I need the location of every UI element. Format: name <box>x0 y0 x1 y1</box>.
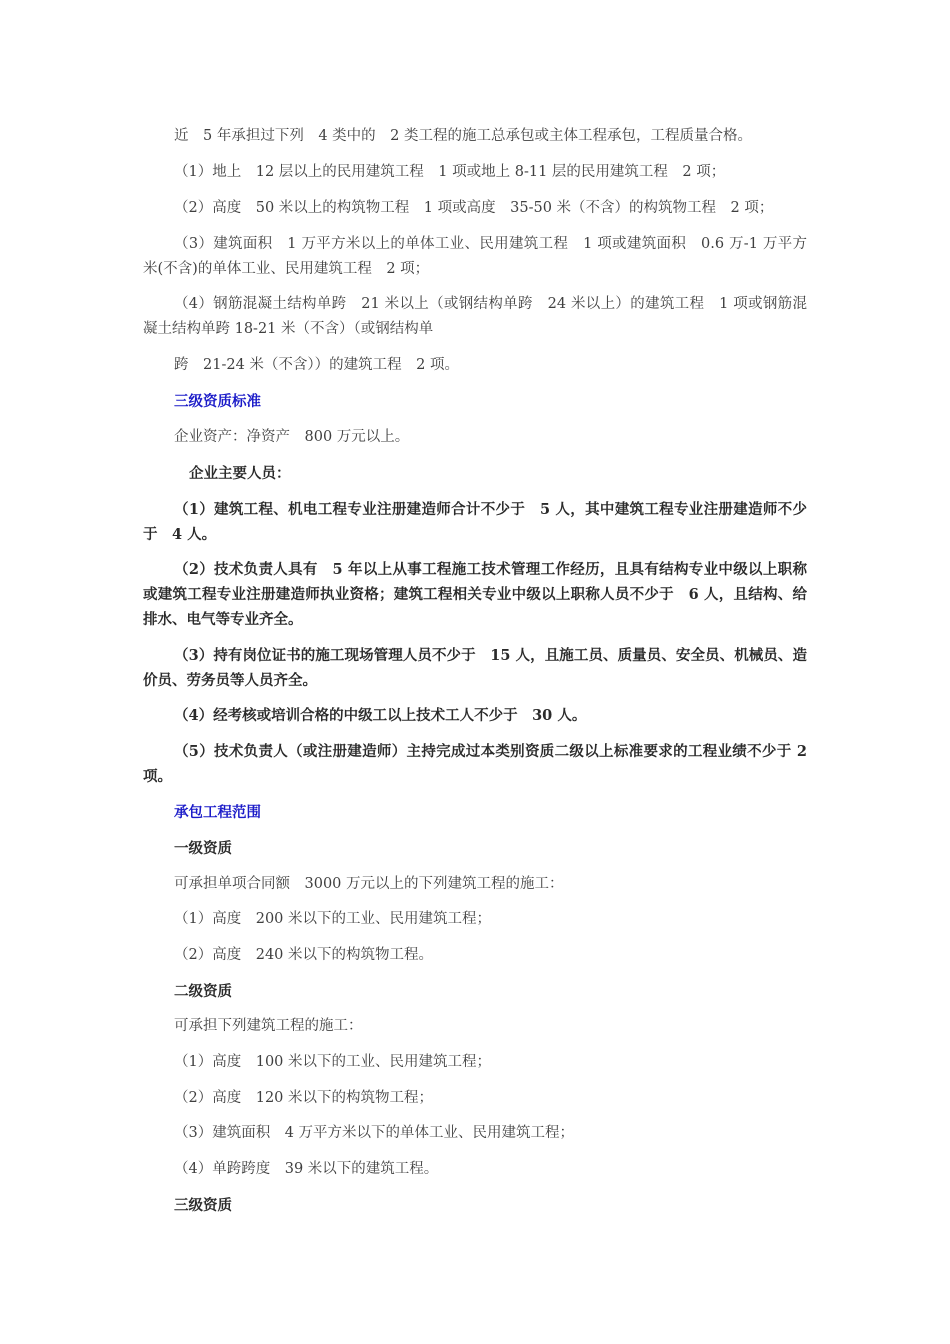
paragraph-grade2-item-3: （3）建筑面积 4 万平方米以下的单体工业、民用建筑工程； <box>174 1125 575 1141</box>
paragraph-key-personnel: 企业主要人员： <box>189 465 291 482</box>
heading-grade1: 一级资质 <box>174 840 232 857</box>
paragraph-personnel-4: （4）经考核或培训合格的中级工以上技术工人不少于 30 人。 <box>174 707 587 724</box>
paragraph-grade2-scope: 可承担下列建筑工程的施工： <box>174 1018 363 1034</box>
paragraph-grade2-item-4: （4）单跨跨度 39 米以下的建筑工程。 <box>174 1161 439 1177</box>
heading-grade3-standard: 三级资质标准 <box>174 393 261 410</box>
paragraph-enterprise-assets: 企业资产：净资产 800 万元以上。 <box>174 429 410 445</box>
paragraph-grade1-scope: 可承担单项合同额 3000 万元以上的下列建筑工程的施工： <box>174 876 564 892</box>
paragraph-item-2-height: （2）高度 50 米以上的构筑物工程 1 项或高度 35-50 米（不含）的构筑物工程 2 项； <box>174 200 774 216</box>
paragraph-item-3-area: （3）建筑面积 1 万平方米以上的单体工业、民用建筑工程 1 项或建筑面积 0.6 万-1 万平方米(不含)的单体工业、民用建筑工程 2 项； <box>143 236 807 277</box>
paragraph-personnel-3: （3）持有岗位证书的施工现场管理人员不少于 15 人，且施工员、质量员、安全员、机械员、造价员、劳务员等人员齐全。 <box>143 647 807 689</box>
heading-grade3: 三级资质 <box>174 1197 232 1214</box>
paragraph-personnel-1: （1）建筑工程、机电工程专业注册建造师合计不少于 5 人，其中建筑工程专业注册建造师不少于 4 人。 <box>143 501 807 543</box>
paragraph-performance-requirement: 近 5 年承担过下列 4 类中的 2 类工程的施工总承包或主体工程承包，工程质量合格。 <box>174 128 752 144</box>
paragraph-personnel-5: （5）技术负责人（或注册建造师）主持完成过本类别资质二级以上标准要求的工程业绩不少于 2 项。 <box>143 743 813 785</box>
paragraph-grade1-item-1: （1）高度 200 米以下的工业、民用建筑工程； <box>174 911 492 927</box>
paragraph-grade2-item-2: （2）高度 120 米以下的构筑物工程； <box>174 1090 434 1106</box>
paragraph-grade1-item-2: （2）高度 240 米以下的构筑物工程。 <box>174 947 434 963</box>
paragraph-item-1-floors: （1）地上 12 层以上的民用建筑工程 1 项或地上 8-11 层的民用建筑工程 2 项； <box>174 164 726 180</box>
paragraph-item-4-span: （4）钢筋混凝土结构单跨 21 米以上（或钢结构单跨 24 米以上）的建筑工程 1 项或钢筋混凝土结构单跨 18-21 米（不含）（或钢结构单 <box>143 296 807 337</box>
paragraph-personnel-2: （2）技术负责人具有 5 年以上从事工程施工技术管理工作经历，且具有结构专业中级以上职称或建筑工程专业注册建造师执业资格；建筑工程相关专业中级以上职称人员不少于 6 人，且结构、给排水、电气等专业齐全。 <box>143 561 807 628</box>
paragraph-grade2-item-1: （1）高度 100 米以下的工业、民用建筑工程； <box>174 1054 492 1070</box>
heading-contract-scope: 承包工程范围 <box>174 804 261 821</box>
paragraph-item-4-span-cont: 跨 21-24 米（不含））的建筑工程 2 项。 <box>174 357 459 373</box>
heading-grade2: 二级资质 <box>174 983 232 1000</box>
